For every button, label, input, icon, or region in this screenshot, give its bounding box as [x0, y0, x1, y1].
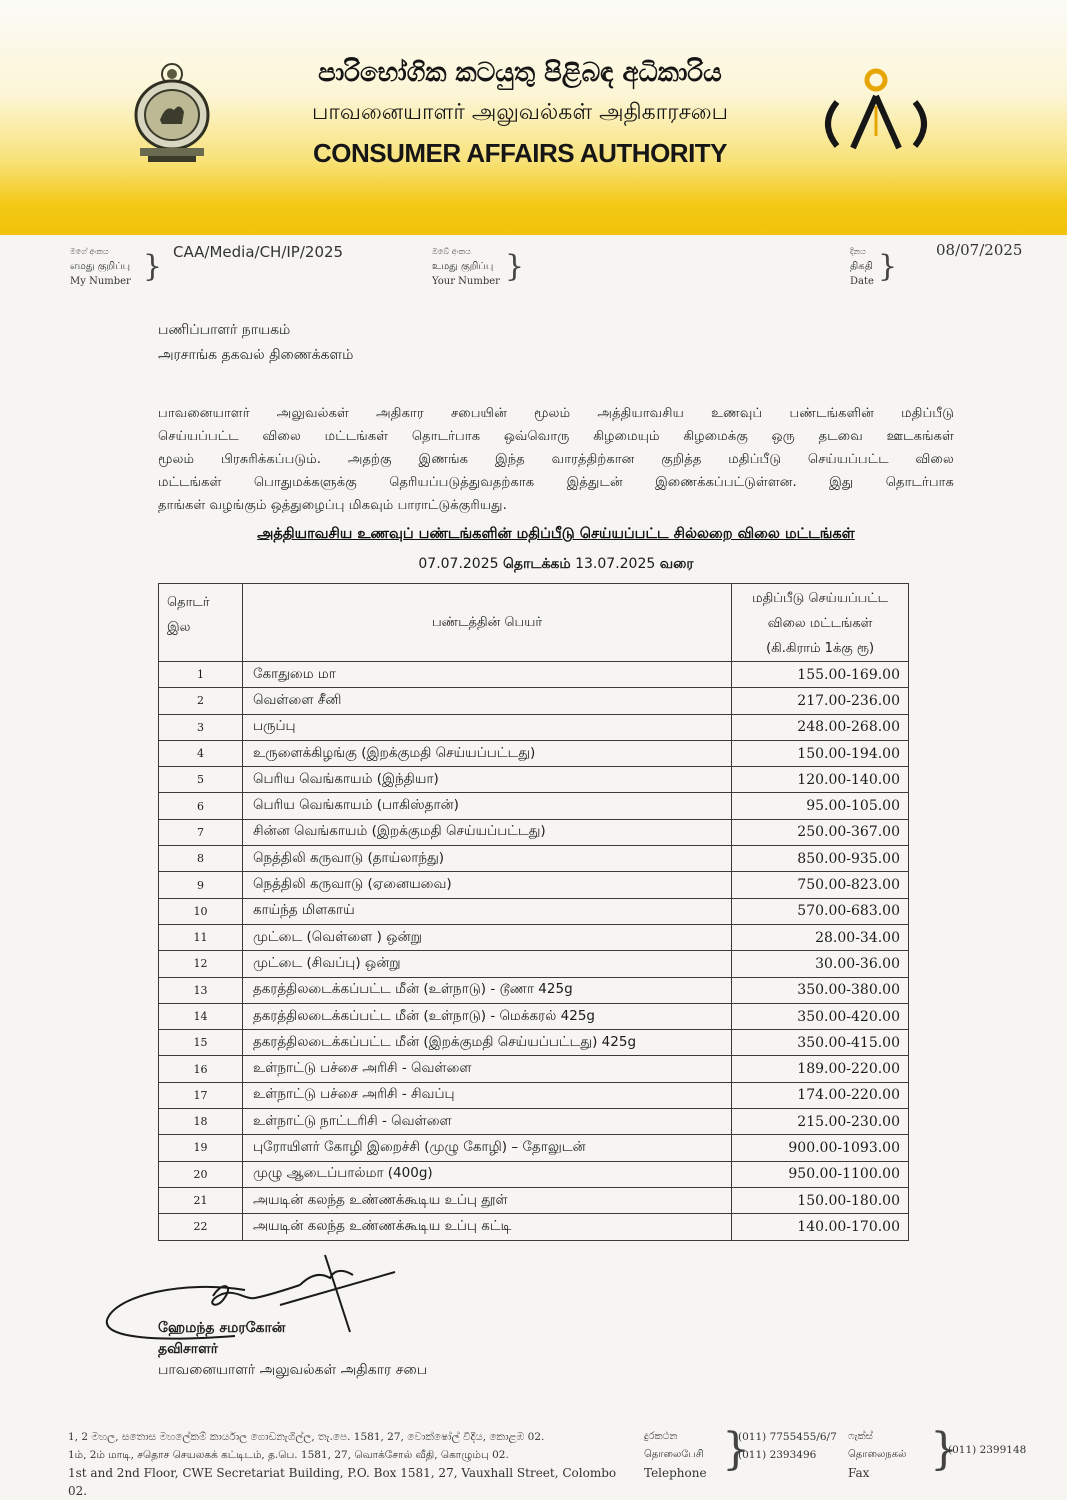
date-to: 13.07.2025 — [575, 556, 656, 572]
table-row — [159, 872, 909, 898]
signatory-organization: பாவனையாளர் அலுவல்கள் அதிகார சபை — [158, 1362, 428, 1378]
row-serial-number: 2 — [159, 688, 243, 714]
body-line: மூலம் பிரசுரிக்கப்படும். அதற்கு இணங்க இந்த வாரத்திற்கான குறித்த மதிப்பீடு செய்யப்பட்ட விலை — [158, 452, 954, 467]
row-serial-number: 13 — [159, 977, 243, 1003]
row-price-range: 150.00-180.00 — [732, 1187, 909, 1213]
body-line: செய்யப்பட்ட விலை மட்டங்கள் தொடர்பாக ஒவ்வொரு கிழமையும் கிழமைக்கு ஒரு தடவை ஊடகங்கள் — [158, 429, 954, 444]
table-row — [159, 662, 909, 688]
row-price-range: 950.00-1100.00 — [732, 1161, 909, 1187]
row-item-name: கோதுமை மா — [242, 662, 731, 688]
your-number-label: ඔබේ අංකය உமது குறிப்பு Your Number — [432, 247, 500, 287]
date-end-word: வரை — [659, 556, 694, 572]
table-row — [159, 977, 909, 1003]
row-price-range: 174.00-220.00 — [732, 1082, 909, 1108]
row-item-name: முழு ஆடைப்பால்மா (400g) — [242, 1161, 731, 1187]
row-item-name: நெத்திலி கருவாடு (தாய்லாந்து) — [242, 846, 731, 872]
row-serial-number: 9 — [159, 872, 243, 898]
row-price-range: 350.00-420.00 — [732, 1003, 909, 1029]
sri-lanka-emblem-icon — [130, 60, 215, 165]
letterhead-banner — [0, 0, 1067, 235]
row-serial-number: 7 — [159, 819, 243, 845]
row-price-range: 28.00-34.00 — [732, 924, 909, 950]
row-price-range: 570.00-683.00 — [732, 898, 909, 924]
row-item-name: நெத்திலி கருவாடு (ஏனையவை) — [242, 872, 731, 898]
row-item-name: முட்டை (சிவப்பு) ஒன்று — [242, 951, 731, 977]
authority-name-tamil: பாவனையாளர் அலுவல்கள் அதிகாரசபை — [312, 100, 728, 125]
row-serial-number: 4 — [159, 740, 243, 766]
row-serial-number: 6 — [159, 793, 243, 819]
row-serial-number: 14 — [159, 1003, 243, 1029]
footer-phone-numbers — [738, 1428, 837, 1464]
my-number-value: CAA/Media/CH/IP/2025 — [173, 243, 344, 261]
row-item-name: அயடின் கலந்த உண்ணக்கூடிய உப்பு கட்டி — [242, 1214, 731, 1240]
signatory-title: தவிசாளர் — [158, 1341, 219, 1357]
brace: } — [722, 1424, 750, 1475]
authority-name-sinhala: පාරිභෝගික කටයුතු පිළිබඳ අධිකාරිය — [318, 58, 722, 88]
row-serial-number: 11 — [159, 924, 243, 950]
table-row — [159, 1109, 909, 1135]
date-range — [158, 556, 954, 574]
row-price-range: 189.00-220.00 — [732, 1056, 909, 1082]
row-price-range: 95.00-105.00 — [732, 793, 909, 819]
row-price-range: 900.00-1093.00 — [732, 1135, 909, 1161]
brace: } — [930, 1424, 958, 1475]
row-serial-number: 19 — [159, 1135, 243, 1161]
table-row — [159, 714, 909, 740]
row-serial-number: 16 — [159, 1056, 243, 1082]
row-item-name: உள்நாட்டு பச்சை அரிசி - சிவப்பு — [242, 1082, 731, 1108]
row-item-name: உருளைக்கிழங்கு (இறக்குமதி செய்யப்பட்டது) — [242, 740, 731, 766]
date-label: දිනය திகதி Date — [850, 247, 874, 287]
row-item-name: புரோயிளர் கோழி இறைச்சி (முழு கோழி) – தோலுடன் — [242, 1135, 731, 1161]
body-line: மட்டங்கள் பொதுமக்களுக்கு தெரியப்படுத்துவதற்காக இத்துடன் இணைக்கப்பட்டுள்ளன. இது தொடர்பாக — [158, 475, 954, 490]
table-row — [159, 1214, 909, 1240]
row-item-name: தகரத்திலடைக்கப்பட்ட மீன் (உள்நாடு) - டூணா 425g — [242, 977, 731, 1003]
row-serial-number: 17 — [159, 1082, 243, 1108]
row-serial-number: 21 — [159, 1187, 243, 1213]
row-price-range: 750.00-823.00 — [732, 872, 909, 898]
body-paragraph — [158, 402, 954, 517]
row-item-name: பெரிய வெங்காயம் (இந்தியா) — [242, 767, 731, 793]
row-price-range: 140.00-170.00 — [732, 1214, 909, 1240]
footer-address — [68, 1428, 628, 1500]
caa-logo-icon — [815, 66, 935, 156]
table-row — [159, 1030, 909, 1056]
row-price-range: 120.00-140.00 — [732, 767, 909, 793]
row-item-name: காய்ந்த மிளகாய் — [242, 898, 731, 924]
table-title: அத்தியாவசிய உணவுப் பண்டங்களின் மதிப்பீடு செய்யப்பட்ட சில்லறை விலை மட்டங்கள் — [257, 526, 855, 542]
row-price-range: 248.00-268.00 — [732, 714, 909, 740]
footer-phone-label: දුරකථන தொலைபேசி Telephone — [644, 1431, 707, 1480]
table-row — [159, 1135, 909, 1161]
brace: } — [878, 249, 898, 284]
row-item-name: உள்நாட்டு நாட்டரிசி - வெள்ளை — [242, 1109, 731, 1135]
signatory-name: ஹேமந்த சமரகோன் — [158, 1320, 286, 1336]
body-line: பாவனையாளர் அலுவல்கள் அதிகார சபையின் மூலம் அத்தியாவசிய உணவுப் பண்டங்களின் மதிப்பீடு — [158, 406, 954, 421]
table-row — [159, 740, 909, 766]
row-item-name: பெரிய வெங்காயம் (பாகிஸ்தான்) — [242, 793, 731, 819]
table-row — [159, 1003, 909, 1029]
authority-name-english: CONSUMER AFFAIRS AUTHORITY — [312, 138, 728, 168]
footer-address-sinhala: 1, 2 මහල, සතොස මහලේකම් කාර්යාල ගොඩනැගිල්ල, තැ.පෙ. 1581, 27, වොක්ෂෝල් වීදිය, කොළඹ 02. — [68, 1431, 545, 1443]
footer-address-english: 1st and 2nd Floor, CWE Secretariat Building, P.O. Box 1581, 27, Vauxhall Street, Colombo 02. — [68, 1466, 617, 1498]
table-row — [159, 767, 909, 793]
table-row — [159, 819, 909, 845]
table-row — [159, 951, 909, 977]
header-price-range: மதிப்பீடு செய்யப்பட்ட விலை மட்டங்கள் (கி.கிராம் 1க்கு ரூ) — [732, 584, 909, 662]
table-row — [159, 793, 909, 819]
header-serial-number: தொடர் இல — [159, 584, 243, 662]
row-serial-number: 15 — [159, 1030, 243, 1056]
row-serial-number: 3 — [159, 714, 243, 740]
table-row — [159, 1161, 909, 1187]
row-item-name: சின்ன வெங்காயம் (இறக்குமதி செய்யப்பட்டது) — [242, 819, 731, 845]
phone-number: (011) 2393496 — [738, 1449, 817, 1461]
row-serial-number: 22 — [159, 1214, 243, 1240]
row-serial-number: 8 — [159, 846, 243, 872]
row-price-range: 350.00-415.00 — [732, 1030, 909, 1056]
row-item-name: அயடின் கலந்த உண்ணக்கூடிய உப்பு தூள் — [242, 1187, 731, 1213]
fax-number: (011) 2399148 — [948, 1444, 1027, 1456]
row-price-range: 150.00-194.00 — [732, 740, 909, 766]
row-serial-number: 10 — [159, 898, 243, 924]
table-row — [159, 1056, 909, 1082]
row-serial-number: 12 — [159, 951, 243, 977]
body-line: தாங்கள் வழங்கும் ஒத்துழைப்பு மிகவும் பாராட்டுக்குரியது. — [158, 498, 507, 513]
row-item-name: வெள்ளை சீனி — [242, 688, 731, 714]
recipient-department: அரசாங்க தகவல் திணைக்களம் — [158, 347, 354, 363]
table-row — [159, 898, 909, 924]
row-price-range: 850.00-935.00 — [732, 846, 909, 872]
table-row — [159, 924, 909, 950]
row-serial-number: 20 — [159, 1161, 243, 1187]
row-item-name: தகரத்திலடைக்கப்பட்ட மீன் (இறக்குமதி செய்யப்பட்டது) 425g — [242, 1030, 731, 1056]
table-row — [159, 846, 909, 872]
row-serial-number: 5 — [159, 767, 243, 793]
row-item-name: பருப்பு — [242, 714, 731, 740]
row-serial-number: 18 — [159, 1109, 243, 1135]
row-item-name: உள்நாட்டு பச்சை அரிசி - வெள்ளை — [242, 1056, 731, 1082]
brace: } — [143, 249, 163, 284]
table-header-row — [159, 584, 909, 662]
footer-address-tamil: 1ம், 2ம் மாடி, சதொச செயலகக் கட்டிடம், த.பெ. 1581, 27, வொக்சோல் வீதி, கொழும்பு 02. — [68, 1449, 509, 1461]
row-price-range: 350.00-380.00 — [732, 977, 909, 1003]
date-from: 07.07.2025 — [418, 556, 499, 572]
price-table — [158, 583, 909, 1241]
date-start-word: தொடக்கம் — [503, 556, 571, 572]
recipient-title: பணிப்பாளர் நாயகம் — [158, 322, 291, 338]
row-item-name: முட்டை (வெள்ளை ) ஒன்று — [242, 924, 731, 950]
brace: } — [505, 249, 525, 284]
row-item-name: தகரத்திலடைக்கப்பட்ட மீன் (உள்நாடு) - மெக்கரல் 425g — [242, 1003, 731, 1029]
row-price-range: 215.00-230.00 — [732, 1109, 909, 1135]
phone-number: (011) 7755455/6/7 — [738, 1431, 837, 1443]
header-item-name: பண்டத்தின் பெயர் — [242, 584, 731, 662]
row-price-range: 250.00-367.00 — [732, 819, 909, 845]
row-price-range: 217.00-236.00 — [732, 688, 909, 714]
row-serial-number: 1 — [159, 662, 243, 688]
footer-fax-label: ෆැක්ස් தொலைநகல் Fax — [848, 1431, 907, 1480]
row-price-range: 30.00-36.00 — [732, 951, 909, 977]
table-row — [159, 688, 909, 714]
table-row — [159, 1187, 909, 1213]
date-value: 08/07/2025 — [936, 241, 1023, 259]
row-price-range: 155.00-169.00 — [732, 662, 909, 688]
table-row — [159, 1082, 909, 1108]
my-number-label: මගේ අංකය எமது குறிப்பு My Number — [70, 247, 131, 287]
